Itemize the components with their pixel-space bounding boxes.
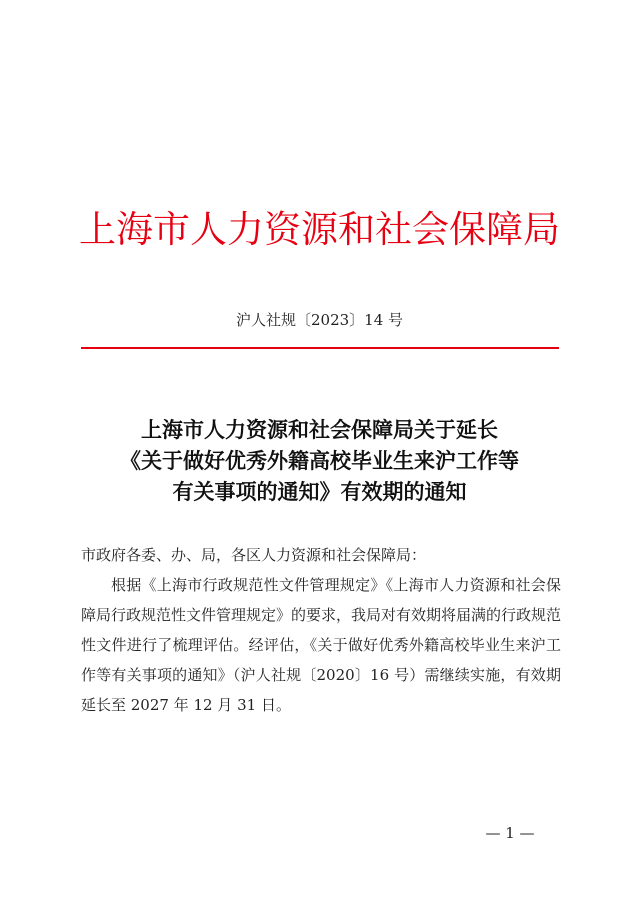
issuer-title: 上海市人力资源和社会保障局 [79, 208, 560, 251]
page-number: — 1 — [485, 824, 535, 842]
document-number: 沪人社规〔2023〕14 号 [235, 311, 404, 329]
notice-title [0, 414, 639, 507]
notice-body [81, 540, 561, 720]
body-paragraph: 根据《上海市行政规范性文件管理规定》《上海市人力资源和社会保障局行政规范性文件管理规定》的要求，我局对有效期将届满的行政规范性文件进行了梳理评估。经评估，《关于做好优秀外籍高校毕业生来沪工作等有关事项的通知》（沪人社规〔2020〕16 号）需继续实施，有效期延长至 2027 年 12 月 31 日。 [81, 576, 562, 714]
salutation: 市政府各委、办、局，各区人力资源和社会保障局： [81, 546, 427, 564]
notice-title-line-2: 《关于做好优秀外籍高校毕业生来沪工作等 [120, 448, 519, 473]
notice-title-line-3: 有关事项的通知》有效期的通知 [172, 479, 467, 504]
red-divider-line [81, 347, 559, 349]
notice-title-line-1: 上海市人力资源和社会保障局关于延长 [141, 417, 498, 442]
